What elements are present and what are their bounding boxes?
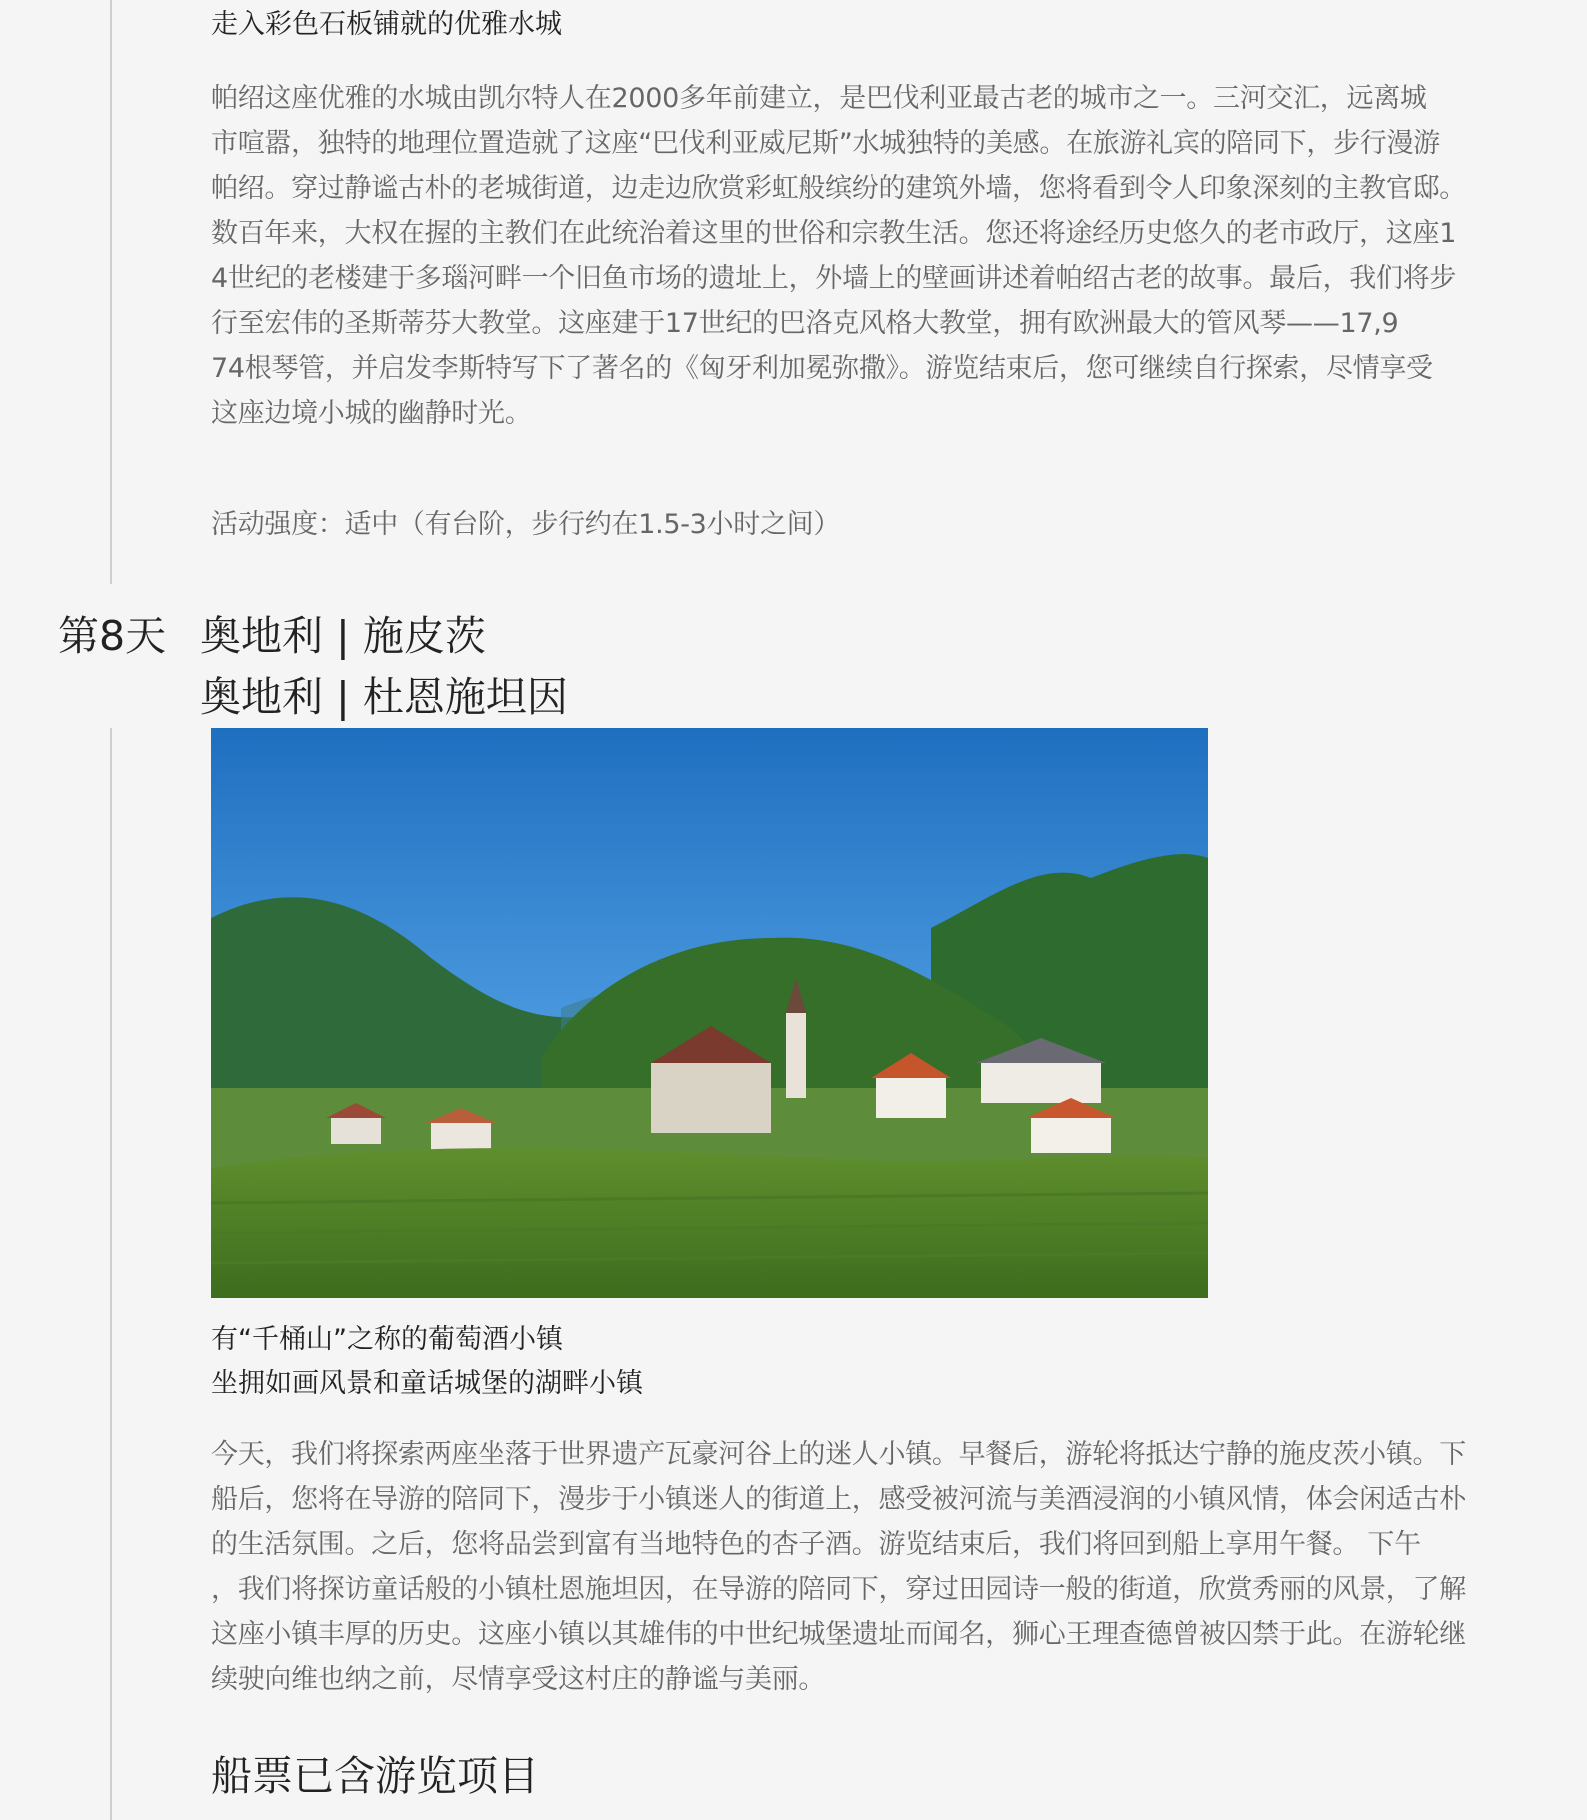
- paragraph-line: 行至宏伟的圣斯蒂芬大教堂。这座建于17世纪的巴洛克风格大教堂，拥有欧洲最大的管风琴——17,9: [211, 308, 1399, 339]
- included-excursions-heading: 船票已含游览项目: [211, 1752, 539, 1800]
- paragraph-line: 74根琴管，并启发李斯特写下了著名的《匈牙利加冕弥撒》。游览结束后，您可继续自行探索，尽情享受: [211, 353, 1433, 384]
- day-label: 第8天: [58, 612, 167, 660]
- paragraph-line: 4世纪的老楼建于多瑙河畔一个旧鱼市场的遗址上，外墙上的壁画讲述着帕绍古老的故事。最后，我们将步: [211, 263, 1457, 294]
- paragraph-line: 续驶向维也纳之前，尽情享受这村庄的静谧与美丽。: [211, 1664, 826, 1695]
- photo-caption: [211, 1318, 643, 1406]
- day7-content: [211, 8, 1531, 42]
- location-2: 奥地利 | 杜恩施坦因: [200, 673, 568, 721]
- caption-line-2: 坐拥如画风景和童话城堡的湖畔小镇: [211, 1368, 643, 1399]
- paragraph-line: 数百年来，大权在握的主教们在此统治着这里的世俗和宗教生活。您还将途经历史悠久的老市政厅，这座1: [211, 218, 1457, 249]
- paragraph-line: 市喧嚣，独特的地理位置造就了这座“巴伐利亚威尼斯”水城独特的美感。在旅游礼宾的陪同下，步行漫游: [211, 128, 1440, 159]
- day8-description: [211, 1432, 1531, 1702]
- paragraph-line: 今天，我们将探索两座坐落于世界遗产瓦豪河谷上的迷人小镇。早餐后，游轮将抵达宁静的施皮茨小镇。下: [211, 1439, 1466, 1470]
- paragraph-line: 船后，您将在导游的陪同下，漫步于小镇迷人的街道上，感受被河流与美酒浸润的小镇风情，体会闲适古朴: [211, 1484, 1466, 1515]
- paragraph-line: 的生活氛围。之后，您将品尝到富有当地特色的杏子酒。游览结束后，我们将回到船上享用午餐。 下午: [211, 1529, 1421, 1560]
- day8-paragraph: [211, 1432, 1531, 1702]
- caption-line-1: 有“千桶山”之称的葡萄酒小镇: [211, 1324, 563, 1355]
- paragraph-line: 帕绍这座优雅的水城由凯尔特人在2000多年前建立，是巴伐利亚最古老的城市之一。三河交汇，远离城: [211, 83, 1427, 114]
- day7-subtitle: 走入彩色石板铺就的优雅水城: [211, 9, 562, 40]
- timeline-line-bottom: [110, 728, 112, 1820]
- day7-paragraph: [211, 76, 1531, 436]
- landscape-photo: [211, 728, 1208, 1298]
- day7-intensity-block: [211, 502, 1531, 547]
- activity-intensity: 活动强度：适中（有台阶，步行约在1.5-3小时之间）: [211, 509, 841, 540]
- day7-description: [211, 76, 1531, 436]
- timeline-line-top: [110, 0, 112, 584]
- day-locations: [200, 606, 568, 728]
- paragraph-line: ，我们将探访童话般的小镇杜恩施坦因，在导游的陪同下，穿过田园诗一般的街道，欣赏秀丽的风景，了解: [211, 1574, 1466, 1605]
- paragraph-line: 这座小镇丰厚的历史。这座小镇以其雄伟的中世纪城堡遗址而闻名，狮心王理查德曾被囚禁于此。在游轮继: [211, 1619, 1466, 1650]
- paragraph-line: 帕绍。穿过静谧古朴的老城街道，边走边欣赏彩虹般缤纷的建筑外墙，您将看到令人印象深刻的主教官邸。: [211, 173, 1466, 204]
- paragraph-line: 这座边境小城的幽静时光。: [211, 398, 532, 429]
- location-1: 奥地利 | 施皮茨: [200, 612, 486, 660]
